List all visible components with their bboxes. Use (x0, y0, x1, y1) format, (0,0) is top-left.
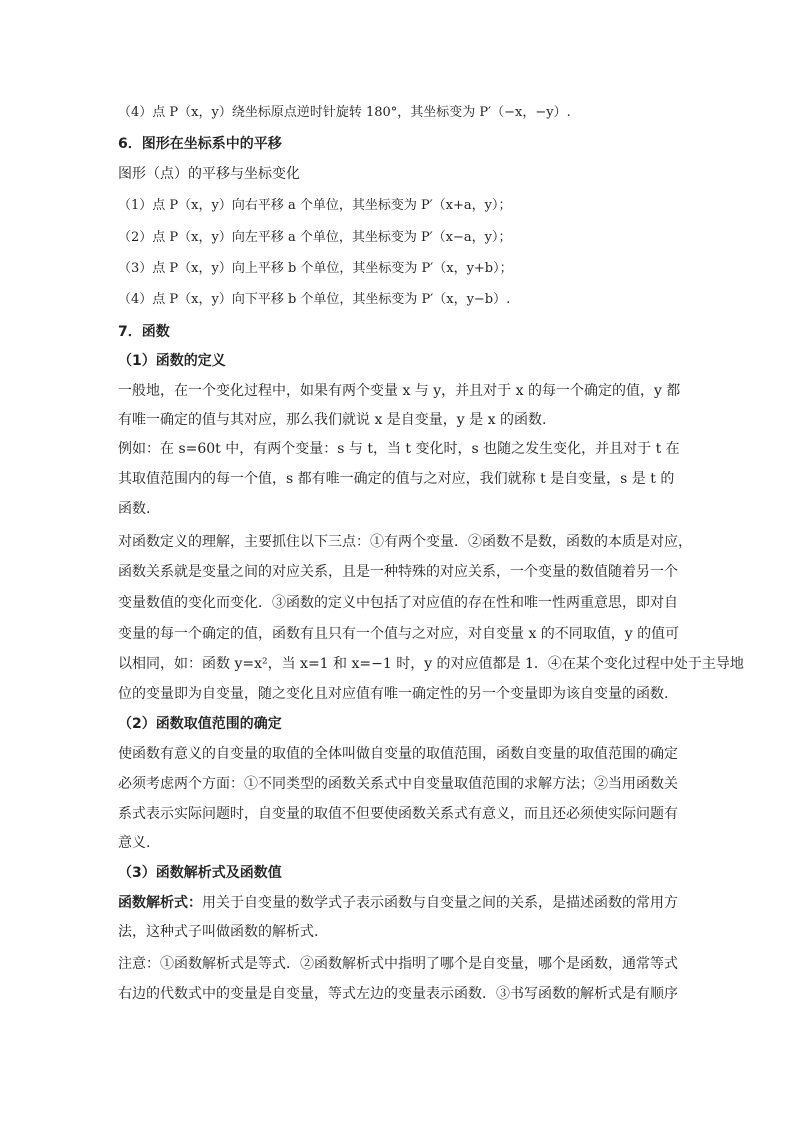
domain-line-3: 系式表示实际问题时，自变量的取值不但要使函数关系式有意义，而且还必须使实际问题有 (118, 806, 678, 822)
section-6-intro: 图形（点）的平移与坐标变化 (118, 166, 300, 182)
understanding-line-5: 以相同，如：函数 y=x²，当 x=1 和 x=−1 时，y 的对应值都是 1．④在某个变化过程中处于主导地 (118, 656, 744, 672)
subsection-1-title: （1）函数的定义 (118, 353, 226, 369)
definition-line-2: 有唯一确定的值与其对应，那么我们就说 x 是自变量，y 是 x 的函数. (118, 412, 547, 428)
domain-line-1: 使函数有意义的自变量的取值的全体叫做自变量的取值范围，函数自变量的取值范围的确定 (118, 746, 678, 762)
note-line-2: 右边的代数式中的变量是自变量，等式左边的变量表示函数．③书写函数的解析式是有顺序 (118, 986, 678, 1002)
domain-line-4: 意义. (118, 835, 151, 851)
definition-line-1: 一般地，在一个变化过程中，如果有两个变量 x 与 y，并且对于 x 的每一个确定的值，y 都 (118, 383, 681, 399)
domain-line-2: 必须考虑两个方面：①不同类型的函数关系式中自变量取值范围的求解方法；②当用函数关 (118, 776, 678, 792)
analytic-term: 函数解析式： (118, 895, 202, 911)
analytic-line-1-rest: 用关于自变量的数学式子表示函数与自变量之间的关系，是描述函数的常用方 (202, 895, 678, 911)
understanding-line-1: 对函数定义的理解，主要抓住以下三点：①有两个变量．②函数不是数，函数的本质是对应， (118, 534, 692, 550)
example-line-2: 其取值范围内的每一个值，s 都有唯一确定的值与之对应，我们就称 t 是自变量，s 是 t 的 (118, 471, 675, 487)
understanding-line-4: 变量的每一个确定的值，函数有且只有一个值与之对应，对自变量 x 的不同取值，y 的值可 (118, 626, 680, 642)
analytic-line-1 (118, 893, 678, 913)
understanding-line-3: 变量数值的变化而变化．③函数的定义中包括了对应值的存在性和唯一性两重意思，即对自 (118, 595, 678, 611)
example-line-3: 函数. (118, 501, 151, 517)
section-7-heading: 7．函数 (118, 324, 170, 340)
rotation-rule-line: （4）点 P（x，y）绕坐标原点逆时针旋转 180°，其坐标变为 P′（−x，−y）. (118, 105, 571, 120)
subsection-3-title: （3）函数解析式及函数值 (118, 865, 282, 881)
analytic-line-2: 法，这种式子叫做函数的解析式. (118, 924, 319, 940)
note-line-1: 注意：①函数解析式是等式．②函数解析式中指明了哪个是自变量，哪个是函数，通常等式 (118, 956, 678, 972)
example-line-1: 例如：在 s=60t 中，有两个变量：s 与 t，当 t 变化时，s 也随之发生变化，并且对于 t 在 (118, 441, 680, 457)
translation-rule-4: （4）点 P（x，y）向下平移 b 个单位，其坐标变为 P′（x，y−b）. (118, 292, 511, 307)
translation-rule-3: （3）点 P（x，y）向上平移 b 个单位，其坐标变为 P′（x，y+b）； (118, 261, 513, 276)
understanding-line-6: 位的变量即为自变量，随之变化且对应值有唯一确定性的另一个变量即为该自变量的函数. (118, 686, 669, 702)
translation-rule-1: （1）点 P（x，y）向右平移 a 个单位，其坐标变为 P′（x+a，y）； (118, 198, 512, 213)
translation-rule-2: （2）点 P（x，y）向左平移 a 个单位，其坐标变为 P′（x−a，y）； (118, 230, 512, 245)
section-6-heading: 6．图形在坐标系中的平移 (118, 136, 282, 152)
subsection-2-title: （2）函数取值范围的确定 (118, 716, 282, 732)
understanding-line-2: 函数关系就是变量之间的对应关系，且是一种特殊的对应关系，一个变量的数值随着另一个 (118, 564, 678, 580)
